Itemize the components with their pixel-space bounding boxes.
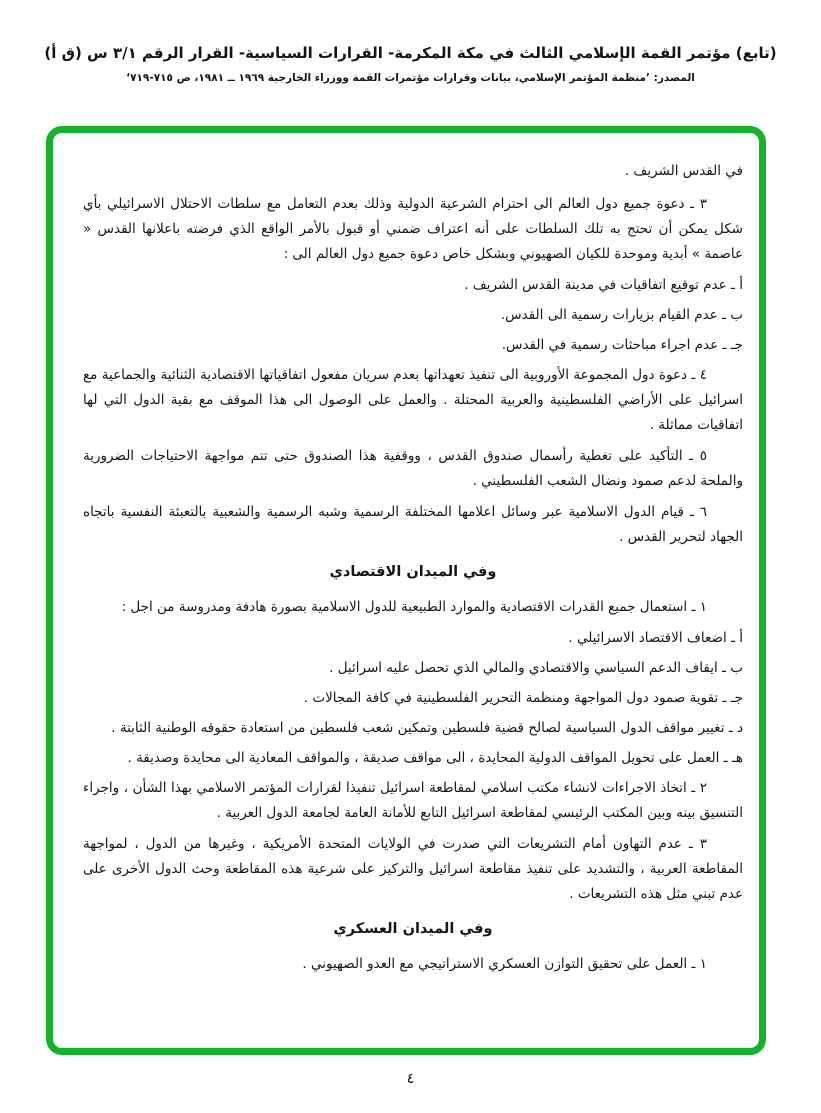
sub-item-j: جـ ـ عدم اجراء مباحثات رسمية في القدس. [501, 337, 743, 353]
page-header [40, 42, 781, 84]
sub-item-econ-j: جـ ـ تقوية صمود دول المواجهة ومنظمة التحرير الفلسطينية في كافة المجالات . [303, 690, 743, 706]
resolution-item-economic-1: ١ ـ استعمال جميع القدرات الاقتصادية والموارد الطبيعية للدول الاسلامية بصورة هادفة ومدروسة من اجل : [121, 599, 707, 615]
header-title: (تابع) مؤتمر القمة الإسلامي الثالث في مكة المكرمة- القرارات السياسية- القرار الرقم ٣/١ س (ق أ) [44, 44, 777, 62]
page-number: ٤ [406, 1071, 415, 1087]
resolution-item-political-4: ٤ ـ دعوة دول المجموعة الأوروبية الى تنفيذ تعهداتها بعدم سريان مفعول اتفاقياتها الاقتصادية الثنائية والجماعية مع اسرائيل على الأراضي الفلسطينية والعربية المحتلة . والعمل على الوصول الى هذا الموقف مع بقية الدول التي لها اتفاقيات مماثلة . [83, 367, 743, 433]
section-heading-military: وفي الميدان العسكري [333, 921, 493, 937]
sub-item-a: أ ـ عدم توقيع اتفاقيات في مدينة القدس الشريف . [464, 277, 743, 293]
sub-item-econ-b: ب ـ ايقاف الدعم السياسي والاقتصادي والمالي الذي تحصل عليه اسرائيل . [329, 660, 743, 676]
resolution-item-military-1: ١ ـ العمل على تحقيق التوازن العسكري الاستراتيجي مع العدو الصهيوني . [302, 956, 707, 972]
resolution-item-political-3: ٣ ـ دعوة جميع دول العالم الى احترام الشرعية الدولية وذلك بعدم التعامل مع سلطات الاحتلال الاسرائيلي بأي شكل يمكن أن تحتج به تلك السلطات على أنه اعتراف ضمني أو قبول بالأمر الواقع الذي فرضته باعلانها القدس « عاصمة » أبدية وموحدة للكيان الصهيوني وبشكل خاص دعوة جميع دول العالم الى : [83, 196, 743, 262]
continuation-line: في القدس الشريف . [624, 163, 743, 179]
document-body [53, 133, 759, 991]
sub-item-econ-h: هـ ـ العمل على تحويل المواقف الدولية المحايدة ، الى مواقف صديقة ، والمواقف المعادية الى محايدة وصديقة . [127, 750, 743, 766]
sub-item-econ-a: أ ـ اضعاف الاقتصاد الاسرائيلي . [568, 630, 743, 646]
sub-item-b: ب ـ عدم القيام بزيارات رسمية الى القدس. [500, 307, 743, 323]
section-heading-economic: وفي الميدان الاقتصادي [329, 564, 497, 580]
resolution-item-political-5: ٥ ـ التأكيد على تغطية رأسمال صندوق القدس ، ووقفية هذا الصندوق حتى تتم مواجهة الاحتياجات الضرورية والملحة لدعم صمود ونضال الشعب الفلسطيني . [83, 448, 743, 489]
resolution-item-economic-3: ٣ ـ عدم التهاون أمام التشريعات التي صدرت في الولايات المتحدة الأمريكية ، وغيرها من الدول ، لمواجهة المقاطعة العربية ، والتشديد على تنفيذ مقاطعة اسرائيل والتركيز على شرعية هذه المقاطعة وحث الدول الأخرى على عدم تبني مثل هذه التشريعات . [83, 836, 743, 902]
sub-item-econ-d: د ـ تغيير مواقف الدول السياسية لصالح قضية فلسطين وتمكين شعب فلسطين من استعادة حقوقه الوطنية الثابتة . [111, 720, 743, 736]
resolution-item-political-6: ٦ ـ قيام الدول الاسلامية عبر وسائل اعلامها المختلفة الرسمية وشبه الرسمية والشعبية بالتعبئة النفسية باتجاه الجهاد لتحرير القدس . [83, 504, 743, 545]
resolution-item-economic-2: ٢ ـ اتخاذ الاجراءات لانشاء مكتب اسلامي لمقاطعة اسرائيل تنفيذا لقرارات المؤتمر الاسلامي بهذا الشأن ، واجراء التنسيق بينه وبين المكتب الرئيسي لمقاطعة اسرائيل التابع للأمانة العامة لجامعة الدول العربية . [83, 780, 743, 821]
document-frame [46, 126, 766, 1055]
header-source-citation: المصدر: ’منظمة المؤتمر الإسلامي، بيانات وقرارات مؤتمرات القمة ووزراء الخارجية ١٩٦٩ ــ ١٩٨١، ص ٧١٥-٧١٩‘ [126, 72, 695, 84]
